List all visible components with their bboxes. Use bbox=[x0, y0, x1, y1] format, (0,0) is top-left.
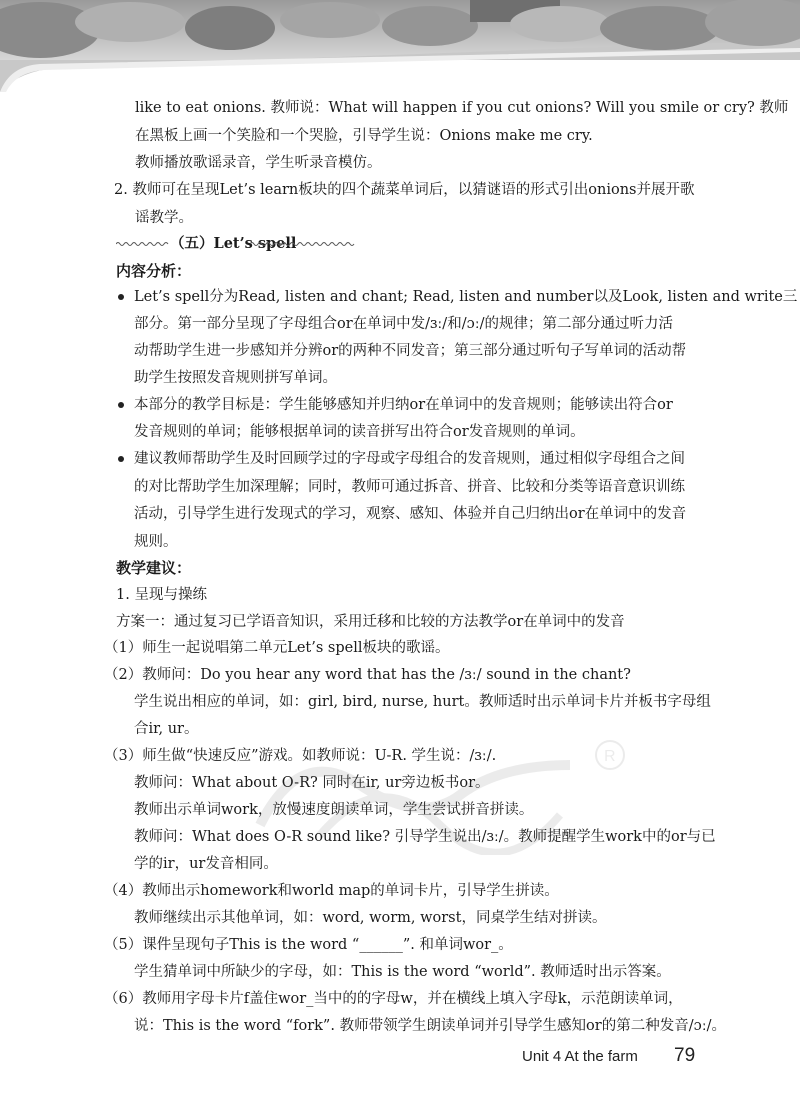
analysis-heading: 内容分析： bbox=[116, 262, 192, 280]
text-line: 谣教学。 bbox=[135, 210, 193, 226]
text-line: 教师继续出示其他单词，如：word, worm, worst，同桌学生结对拼读。 bbox=[134, 910, 607, 926]
text-line: 合ir, ur。 bbox=[134, 721, 199, 737]
text-line: 学的ir，ur发音相同。 bbox=[134, 856, 278, 872]
text-line: 部分。第一部分呈现了字母组合or在单词中发/ɜː/和/ɔː/的规律；第二部分通过听力活 bbox=[134, 316, 673, 332]
text-line: 教师播放歌谣录音，学生听录音模仿。 bbox=[135, 155, 382, 171]
text-line: 活动，引导学生进行发现式的学习，观察、感知、体验并自己归纳出or在单词中的发音 bbox=[134, 506, 687, 522]
suggest-heading: 教学建议： bbox=[116, 559, 192, 577]
text-line: 动帮助学生进一步感知并分辨or的两种不同发音；第三部分通过听句子写单词的活动帮 bbox=[134, 343, 687, 359]
publisher-watermark bbox=[240, 725, 640, 855]
text-line: 1. 呈现与操练 bbox=[116, 587, 207, 603]
text-line: （4）教师出示homework和world map的单词卡片，引导学生拼读。 bbox=[104, 883, 559, 899]
text-line: 发音规则的单词；能够根据单词的读音拼写出符合or发音规则的单词。 bbox=[134, 424, 585, 440]
section-title: （五）Let’s spell bbox=[170, 235, 297, 252]
text-line: 说：This is the word “fork”. 教师带领学生朗读单词并引导学生感知or的第二种发音/ɔː/。 bbox=[134, 1018, 726, 1034]
text-line: 在黑板上画一个笑脸和一个哭脸，引导学生说：Onions make me cry. bbox=[135, 128, 593, 144]
bullet-dot bbox=[118, 294, 124, 300]
footer-unit-label: Unit 4 At the farm bbox=[522, 1048, 638, 1065]
bullet-dot bbox=[118, 456, 124, 462]
text-line: （3）师生做“快速反应”游戏。如教师说：U-R. 学生说：/ɜː/. bbox=[104, 748, 497, 764]
bullet-dot bbox=[118, 402, 124, 408]
text-line: 教师问：What about O-R? 同时在ir, ur旁边板书or。 bbox=[134, 775, 490, 791]
text-line: 建议教师帮助学生及时回顾学过的字母或字母组合的发音规则，通过相似字母组合之间 bbox=[134, 451, 685, 467]
text-line: like to eat onions. 教师说：What will happen if you cut onions? Will you smile or cry? 教师 bbox=[135, 100, 789, 116]
text-line: 本部分的教学目标是：学生能够感知并归纳or在单词中的发音规则；能够读出符合or bbox=[134, 397, 673, 413]
vegetable-banner bbox=[0, 0, 800, 92]
svg-text:R: R bbox=[604, 748, 616, 765]
wavy-rule-right bbox=[250, 240, 356, 248]
text-line: （6）教师用字母卡片f盖住wor_当中的的字母w，并在横线上填入字母k，示范朗读单词， bbox=[104, 991, 683, 1007]
text-line: 方案一：通过复习已学语音知识，采用迁移和比较的方法教学or在单词中的发音 bbox=[116, 614, 625, 630]
text-line: 教师问：What does O-R sound like? 引导学生说出/ɜː/。教师提醒学生work中的or与已 bbox=[134, 829, 716, 845]
wavy-rule-left bbox=[116, 240, 170, 248]
text-line: （2）教师问：Do you hear any word that has the /ɜː/ sound in the chant? bbox=[104, 667, 631, 683]
text-line: 学生说出相应的单词，如：girl, bird, nurse, hurt。教师适时出示单词卡片并板书字母组 bbox=[134, 694, 711, 710]
text-line: 2. 教师可在呈现Let’s learn板块的四个蔬菜单词后，以猜谜语的形式引出onions并展开歌 bbox=[114, 182, 695, 198]
text-line: Let’s spell分为Read, listen and chant; Read, listen and number以及Look, listen and write三 bbox=[134, 289, 798, 305]
text-line: 教师出示单词work，放慢速度朗读单词，学生尝试拼音拼读。 bbox=[134, 802, 534, 818]
text-line: 规则。 bbox=[134, 534, 178, 550]
text-line: 的对比帮助学生加深理解；同时，教师可通过拆音、拼音、比较和分类等语音意识训练 bbox=[134, 479, 685, 495]
text-line: 助学生按照发音规则拼写单词。 bbox=[134, 370, 337, 386]
text-line: 学生猜单词中所缺少的字母，如：This is the word “world”. 教师适时出示答案。 bbox=[134, 964, 671, 980]
text-line: （1）师生一起说唱第二单元Let’s spell板块的歌谣。 bbox=[104, 640, 450, 656]
text-line: （5）课件呈现句子This is the word “______”. 和单词wor_。 bbox=[104, 937, 513, 953]
page-number: 79 bbox=[674, 1045, 696, 1066]
